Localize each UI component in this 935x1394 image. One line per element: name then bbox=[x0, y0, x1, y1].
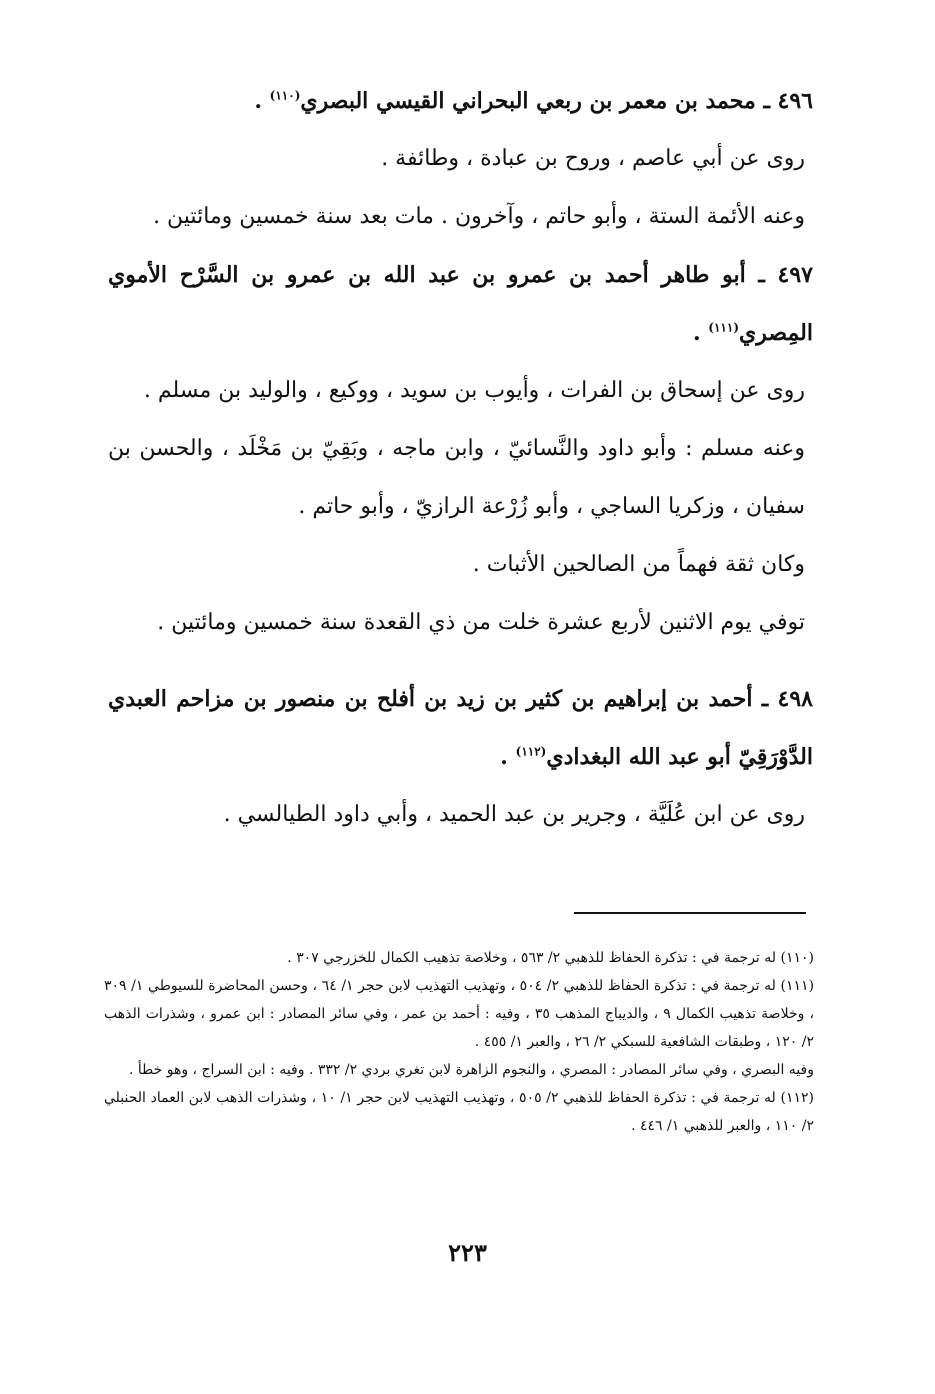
entry-number: ٤٩٦ ـ bbox=[763, 88, 813, 114]
footnote-number: (١١١) bbox=[780, 978, 815, 994]
footnote-text: له ترجمة في : تذكرة الحفاظ للذهبي ٢/ ٥٠٤ ، وتهذيب التهذيب لابن حجر ١/ ٦٤ ، وحسن المحاضرة للسيوطي ١/ ٣٠٩ ، وخلاصة تذهيب الكمال ٩ ، والديباج المذهب ٣٥ ، وفيه : أحمد بن عمر ، وفي سائر المصادر : ابن عمرو ، وشذرات الذهب ٢/ ١٢٠ ، وطبقات الشافعية للسبكي ٢/ ٢٦ ، والعبر ١/ ٤٥٥ . bbox=[104, 978, 814, 1050]
entry-paragraph: وعنه مسلم : وأبو داود والنَّسائيّ ، وابن ماجه ، وبَقِيّ بن مَخْلَد ، والحسن بن سفيان ، وزكريا الساجي ، وأبو زُرْعة الرازيّ ، وأبو حاتم . bbox=[108, 436, 805, 519]
entry-497 bbox=[108, 246, 813, 652]
entry-paragraph: وعنه الأئمة الستة ، وأبو حاتم ، وآخرون . مات بعد سنة خمسين ومائتين . bbox=[153, 204, 805, 229]
entry-paragraph: روى عن ابن عُلَيَّة ، وجرير بن عبد الحميد ، وأبي داود الطيالسي . bbox=[223, 802, 805, 827]
footnote-ref: (١١٢) bbox=[515, 744, 547, 759]
footnote-ref: (١١٠) bbox=[269, 88, 301, 103]
entry-heading bbox=[108, 72, 813, 130]
footnote-text: له ترجمة في : تذكرة الحفاظ للذهبي ٢/ ٥٠٥ ، وتهذيب التهذيب لابن حجر ١/ ١٠ ، وشذرات الذهب لابن العماد الحنبلي ٢/ ١١٠ ، والعبر للذهبي ١/ ٤٤٦ . bbox=[104, 1090, 814, 1134]
entry-paragraph: توفي يوم الاثنين لأربع عشرة خلت من ذي القعدة سنة خمسين ومائتين . bbox=[157, 610, 805, 635]
entry-number: ٤٩٧ ـ bbox=[758, 262, 813, 288]
footnotes bbox=[104, 944, 814, 1140]
heading-end: . bbox=[692, 320, 709, 346]
footnote-text: له ترجمة في : تذكرة الحفاظ للذهبي ٢/ ٥٦٣ ، وخلاصة تذهيب الكمال للخزرجي ٣٠٧ . bbox=[287, 950, 777, 966]
entry-paragraph: روى عن أبي عاصم ، وروح بن عبادة ، وطائفة . bbox=[381, 146, 805, 171]
entry-496 bbox=[108, 72, 813, 246]
heading-end: . bbox=[254, 88, 270, 114]
footnote-110 bbox=[104, 944, 814, 972]
footnote-separator bbox=[574, 912, 806, 914]
entry-paragraph: روى عن إسحاق بن الفرات ، وأيوب بن سويد ، ووكيع ، والوليد بن مسلم . bbox=[143, 378, 805, 403]
page-number: ٢٢٣ bbox=[448, 1238, 487, 1267]
entry-paragraph: وكان ثقة فهماً من الصالحين الأثبات . bbox=[472, 552, 805, 577]
heading-end: . bbox=[500, 744, 516, 770]
entry-heading bbox=[108, 670, 813, 786]
footnote-111-continued: وفيه البصري ، وفي سائر المصادر : المصري ، والنجوم الزاهرة لابن تغري بردي ٢/ ٣٣٢ . وفيه : ابن السراج ، وهو خطأ . bbox=[128, 1062, 814, 1078]
entry-name: أحمد بن إبراهيم بن كثير بن زيد بن أفلح بن منصور بن مزاحم العبدي الدَّوْرَقِيّ أبو عبد الله البغدادي bbox=[108, 686, 813, 770]
footnote-111 bbox=[104, 972, 814, 1056]
main-text bbox=[108, 72, 813, 844]
entry-498 bbox=[108, 670, 813, 844]
footnote-ref: (١١١) bbox=[708, 320, 740, 335]
entry-heading bbox=[108, 246, 813, 362]
footnote-number: (١١٢) bbox=[780, 1090, 814, 1106]
footnote-112 bbox=[104, 1084, 814, 1140]
entry-name: محمد بن معمر بن ربعي البحراني القيسي البصري bbox=[300, 88, 756, 114]
entry-number: ٤٩٨ ـ bbox=[761, 686, 813, 712]
entry-name: أبو طاهر أحمد بن عمرو بن عبد الله بن عمرو بن السَّرْح الأموي المِصري bbox=[108, 262, 813, 346]
footnote-number: (١١٠) bbox=[780, 950, 814, 966]
entry-spacer bbox=[108, 652, 813, 670]
